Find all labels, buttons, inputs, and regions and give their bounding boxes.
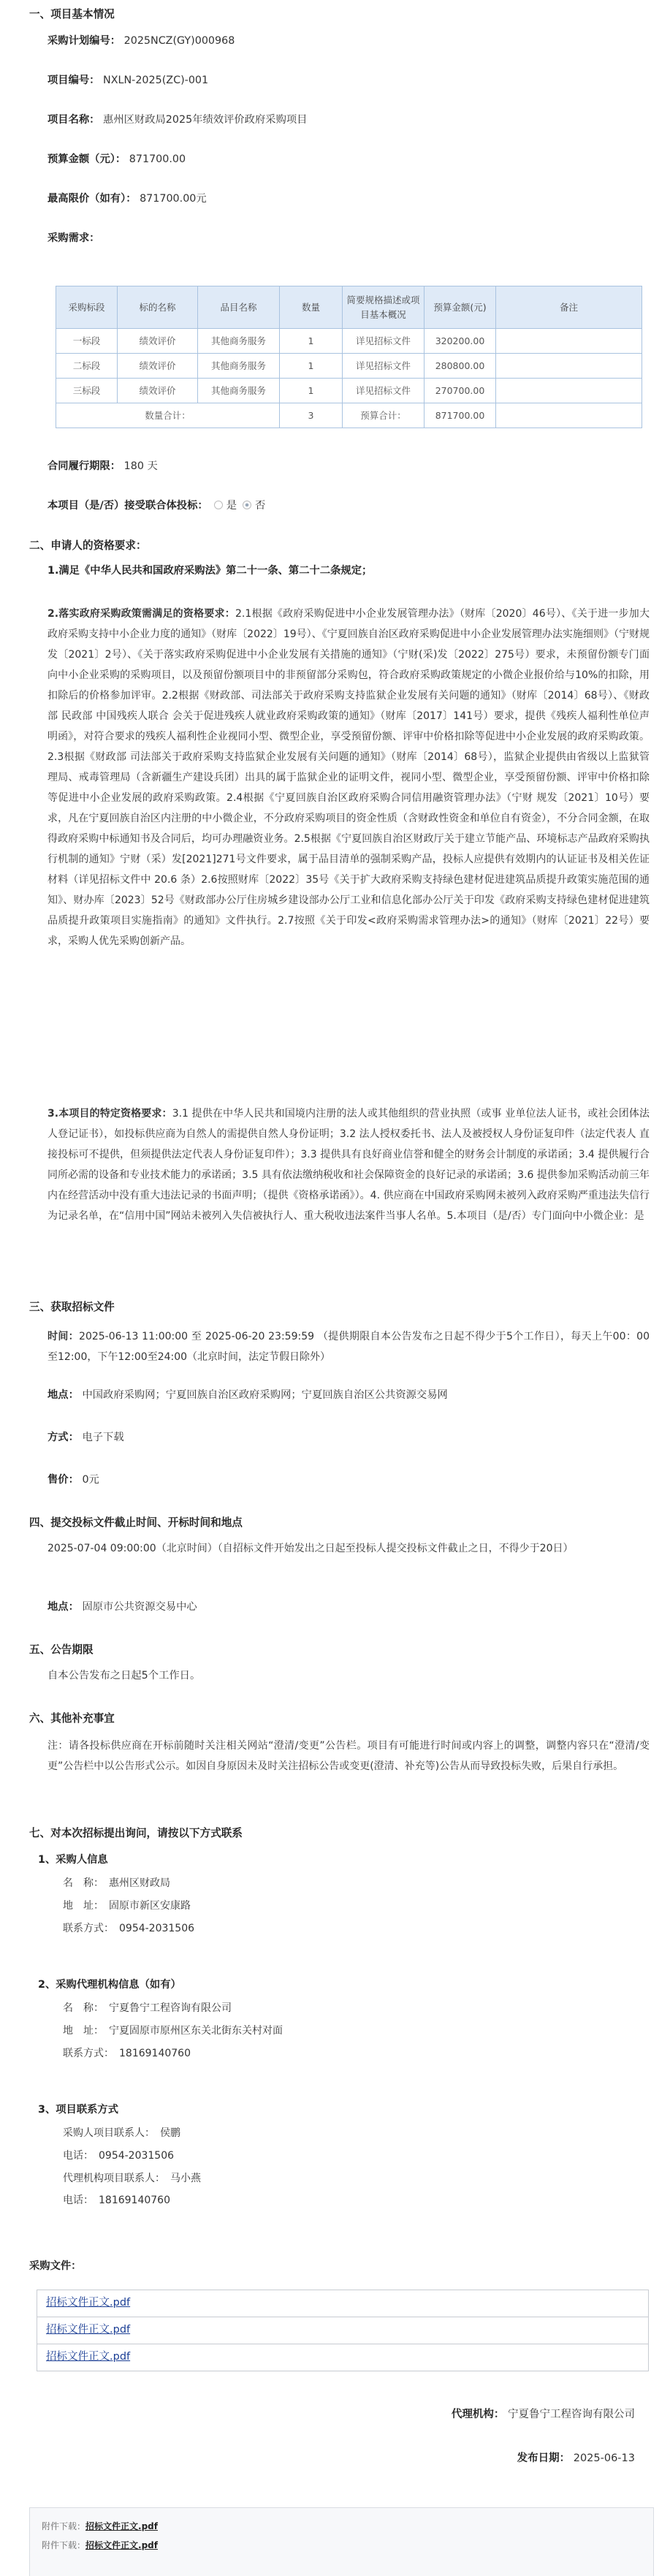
table-cell: 1 [280,354,343,379]
max-price-value: 871700.00元 [140,193,207,205]
get-docs-method-value: 电子下载 [82,1432,124,1443]
get-docs-price [47,1472,99,1489]
joint-bid-label: 本项目（是/否）接受联合体投标： [47,500,208,512]
max-price-row [47,191,207,208]
file-link[interactable]: 招标文件正文.pdf [46,2324,131,2336]
purchaser-phone: 联系方式： 0954-2031506 [63,1922,195,1934]
agency-info-title: 2、采购代理机构信息（如有） [38,1979,181,1991]
specific-heading: 3.本项目的特定资格要求： [47,1108,172,1120]
project-contact [63,2122,201,2212]
table-cell [496,329,642,354]
contract-period-row [47,458,158,475]
agency-contact-phone: 电话： 18169140760 [63,2195,170,2207]
table-header-cell: 预算金额(元) [425,286,496,329]
table-cell: 其他商务服务 [198,329,280,354]
agency-contact: 代理机构项目联系人： 马小燕 [63,2172,201,2184]
publish-date-value: 2025-06-13 [573,2452,635,2464]
opening-place [47,1599,197,1616]
table-cell [496,354,642,379]
table-header-cell: 采购标段 [56,286,118,329]
requirements-row [47,230,99,247]
table-cell: 320200.00 [425,329,496,354]
opening-place-label: 地点： [47,1601,79,1613]
file-link[interactable]: 招标文件正文.pdf [46,2351,131,2363]
table-cell [496,403,642,428]
purchaser-address: 地 址： 固原市新区安康路 [63,1899,191,1912]
table-sum-row [56,403,642,428]
deadline-text: 2025-07-04 09:00:00（北京时间）（自招标文件开始发出之日起至投标人提交投标文件截止之日，不得少于20日） [47,1543,574,1554]
table-cell: 一标段 [56,329,118,354]
table-cell: 绩效评价 [118,354,198,379]
table-header-row [56,286,642,329]
project-contact-title: 3、项目联系方式 [38,2104,119,2116]
table-cell [496,379,642,403]
attachment-label: 附件下载： [42,2521,86,2531]
requirements-table [56,286,642,428]
radio-no-icon[interactable] [243,501,251,509]
opening-place-value: 固原市公共资源交易中心 [82,1601,197,1613]
publish-date [517,2450,635,2467]
contract-period-label: 合同履行期限： [47,460,121,472]
purchaser-contact: 采购人项目联系人： 侯鹏 [63,2127,180,2139]
section-title-deadline: 四、提交投标文件截止时间、开标时间和地点 [29,1516,243,1529]
table-header-cell: 简要规格描述或项目基本概况 [343,286,425,329]
file-item [37,2317,649,2344]
policy-heading: 2.落实政府采购政策需满足的资格要求： [47,608,235,620]
table-cell: 二标段 [56,354,118,379]
table-cell: 其他商务服务 [198,379,280,403]
joint-bid-row [47,498,265,514]
table-header-cell: 标的名称 [118,286,198,329]
table-row [56,354,642,379]
table-header-cell: 品目名称 [198,286,280,329]
plan-number-row [47,33,235,50]
table-cell: 1 [280,379,343,403]
budget-label: 预算金额（元）： [47,153,126,165]
specific-body: 3.1 提供在中华人民共和国境内注册的法人或其他组织的营业执照（或事 业单位法人证书，或社会团体法人登记证书），如投标供应商为自然人的需提供自然人身份证明；3.2 法人授权委托书、法人及被授权人身份证复印件（法定代表人 直接投标可不提供，但须提供法定代表人身份证复印件）；3.3 提供具有良好商业信誉和健全的财务会计制度的承诺函；3.4 提供履行合同所必需的设备和专业技术能力的承诺函；3.5 具有依法缴纳税收和社会保障资金的良好记录的承诺函；3.6 提供参加采购活动前三年内在经营活动中没有重大违法记录的书面声明；（提供《资格承诺函》）。4. 供应商在中国政府采购网未被列入政府采购严重违法失信行为记录名单，在“信用中国”网站未被列入失信被执行人、重大税收违法案件当事人名单。5.本项目（是/否）专门面向中小微企业：是 [47,1108,650,1222]
project-name-row [47,112,307,129]
plan-number-label: 采购计划编号： [47,35,121,47]
table-row [56,379,642,403]
get-docs-time-value: 2025-06-13 11:00:00 至 2025-06-20 23:59:59 （提供期限自本公告发布之日起不得少于5个工作日），每天上午00：00至12:00，下午12:00至24:00（北京时间，法定节假日除外） [47,1331,650,1363]
sum-budget-label: 预算合计： [343,403,425,428]
table-cell: 详见招标文件 [343,354,425,379]
table-cell: 详见招标文件 [343,329,425,354]
sum-label: 数量合计： [56,403,280,428]
sum-budget: 871700.00 [425,403,496,428]
table-cell: 1 [280,329,343,354]
radio-no-label: 否 [254,500,266,512]
table-cell: 270700.00 [425,379,496,403]
agency-footer-value: 宁夏鲁宁工程咨询有限公司 [508,2409,635,2420]
get-docs-time [47,1326,650,1367]
purchaser-info [63,1872,194,1939]
radio-yes-icon[interactable] [214,501,223,509]
purchaser-info-title: 1、采购人信息 [38,1854,108,1866]
get-docs-place [47,1387,448,1404]
max-price-label: 最高限价（如有）： [47,193,137,205]
contract-period-value: 180 天 [123,460,158,472]
table-cell: 其他商务服务 [198,354,280,379]
agency-phone: 联系方式： 18169140760 [63,2047,191,2059]
project-number-value: NXLN-2025(ZC)-001 [103,75,209,86]
plan-number-value: 2025NCZ(GY)000968 [123,35,235,47]
table-cell: 绩效评价 [118,379,198,403]
section-title-notice-period: 五、公告期限 [29,1644,94,1656]
attachment-link[interactable]: 招标文件正文.pdf [85,2521,158,2531]
section-title-qualifications: 二、申请人的资格要求： [29,539,147,552]
agency-footer-label: 代理机构： [451,2409,505,2420]
agency-name: 名 称： 宁夏鲁宁工程咨询有限公司 [63,2002,232,2014]
table-cell: 详见招标文件 [343,379,425,403]
project-number-row [47,72,208,89]
budget-row [47,151,186,168]
attachment-item [42,2517,642,2536]
policy-requirements [47,604,650,951]
file-item [37,2344,649,2371]
get-docs-price-label: 售价： [47,1474,79,1486]
section-title-basic-info: 一、项目基本情况 [29,8,115,20]
purchaser-name: 名 称： 惠州区财政局 [63,1877,170,1889]
agency-info [63,1997,283,2064]
specific-requirements [47,1103,650,1226]
get-docs-method-label: 方式： [47,1432,79,1443]
section-title-contact: 七、对本次招标提出询问，请按以下方式联系 [29,1827,243,1839]
get-docs-time-label: 时间： [47,1331,80,1342]
attachment-item [42,2536,642,2555]
get-docs-price-value: 0元 [82,1474,99,1486]
requirements-label: 采购需求： [47,232,100,244]
table-cell: 三标段 [56,379,118,403]
project-name-label: 项目名称： [47,114,100,126]
radio-yes-label: 是 [226,500,237,512]
table-header-cell: 备注 [496,286,642,329]
get-docs-place-value: 中国政府采购网；宁夏回族自治区政府采购网；宁夏回族自治区公共资源交易网 [82,1389,448,1401]
get-docs-place-label: 地点： [47,1389,79,1401]
policy-body: 2.1根据《政府采购促进中小企业发展管理办法》（财库〔2020〕46号）、《关于进一步加大政府采购支持中小企业力度的通知》（财库〔2022〕19号）、《宁夏回族自治区政府采购促进中小企业发展管理办法实施细则》（宁财规发〔2021〕2号）、《关于落实政府采购促进中小企业发展有关措施的通知》（宁财(采)发〔2022〕275号）要求，未预留份额专门面向中小企业采购的采购项目，以及预留份额项目中的非预留部分采购包，符合政府采购政策规定的小微企业报价给与10%的扣除，用扣除后的价格参加评审。2.2根据《财政部、司法部关于政府采购支持监狱企业发展有关问题的通知》（财库〔2014〕68号）、《财政部 民政部 中国残疾人联合 会关于促进残疾人就业政府采购政策的通知》（财库〔2017〕141号）要求，提供《残疾人福利性单位声明函》，对符合要求的残疾人福利性企业视同小型、微型企业，享受预留份额、评审中价格扣除等促进中小企业发展的政府采购政策。2.3根据《财政部 司法部关于政府采购支持监狱企业发展有关问题的通知》（财库〔2014〕68号），监狱企业提供由省级以上监狱管 理局、戒毒管理局（含新疆生产建设兵团）出具的属于监狱企业的证明文件，视同小型、微型企业，享受预留份额、评审中价格扣除等促进中小企业发展的政府采购政策。2.4根据《宁夏回族自治区政府采购合同信用融资管理办法》（宁财 规发〔2021〕10号）要求，凡在宁夏回族自治区内注册的中小微企业，不分政府采购项目的资金性质（含财政性资金和单位自有资金），不分合同金额，在取得政府采购中标通知书及合同后，均可办理融资业务。2.5根据《宁夏回族自治区财政厅关于建立节能产品、环境标志产品政府采购执行机制的通知》宁财（采）发[2021]271号文件要求，属于品目清单的强制采购产品，投标人应提供有效期内的认证证书及相关佐证材料（详见招标文件中 20.6 条）2.6按照财库〔2022〕35号《关于扩大政府采购支持绿色建材促进建筑品质提升政策实施范围的通知》、财办库〔2023〕52号《财政部办公厅住房城乡建设部办公厅工业和信息化部办公厅关于印发《政府采购支持绿色建材促进建筑品质提升政策项目实施指南》的通知》文件执行。2.7按照《关于印发<政府采购需求管理办法>的通知》（财库〔2021〕22号）要求，采购人优先采购创新产品。 [47,608,650,947]
attachments-panel [29,2507,654,2576]
project-name-value: 惠州区财政局2025年绩效评价政府采购项目 [103,114,308,126]
attachment-link[interactable]: 招标文件正文.pdf [85,2540,158,2551]
file-item [37,2290,649,2317]
table-cell: 绩效评价 [118,329,198,354]
budget-value: 871700.00 [129,153,186,165]
table-row [56,329,642,354]
section-title-other: 六、其他补充事宜 [29,1712,115,1725]
table-header-cell: 数量 [280,286,343,329]
table-cell: 280800.00 [425,354,496,379]
qualification-law: 1.满足《中华人民共和国政府采购法》第二十一条、第二十二条规定； [47,565,373,577]
section-title-get-docs: 三、获取招标文件 [29,1301,115,1313]
project-number-label: 项目编号： [47,75,100,86]
other-text: 注：请各投标供应商在开标前随时关注相关网站“澄清/变更”公告栏。项目有可能进行时间或内容上的调整，调整内容只在“澄清/变更”公告栏中以公告形式公示。如因自身原因未及时关注招标公告或变更(澄清、补充等)公告从而导致投标失败，后果自行承担。 [47,1740,650,1772]
agency-address: 地 址： 宁夏固原市原州区东关北街东关村对面 [63,2024,283,2037]
get-docs-method [47,1429,124,1446]
sum-quantity: 3 [280,403,343,428]
notice-period-text: 自本公告发布之日起5个工作日。 [47,1670,201,1682]
agency-footer [452,2406,635,2423]
files-label: 采购文件： [29,2260,82,2272]
attachment-label: 附件下载： [42,2540,86,2551]
purchaser-contact-phone: 电话： 0954-2031506 [63,2149,175,2162]
publish-date-label: 发布日期： [517,2452,571,2464]
file-link[interactable]: 招标文件正文.pdf [46,2297,131,2309]
